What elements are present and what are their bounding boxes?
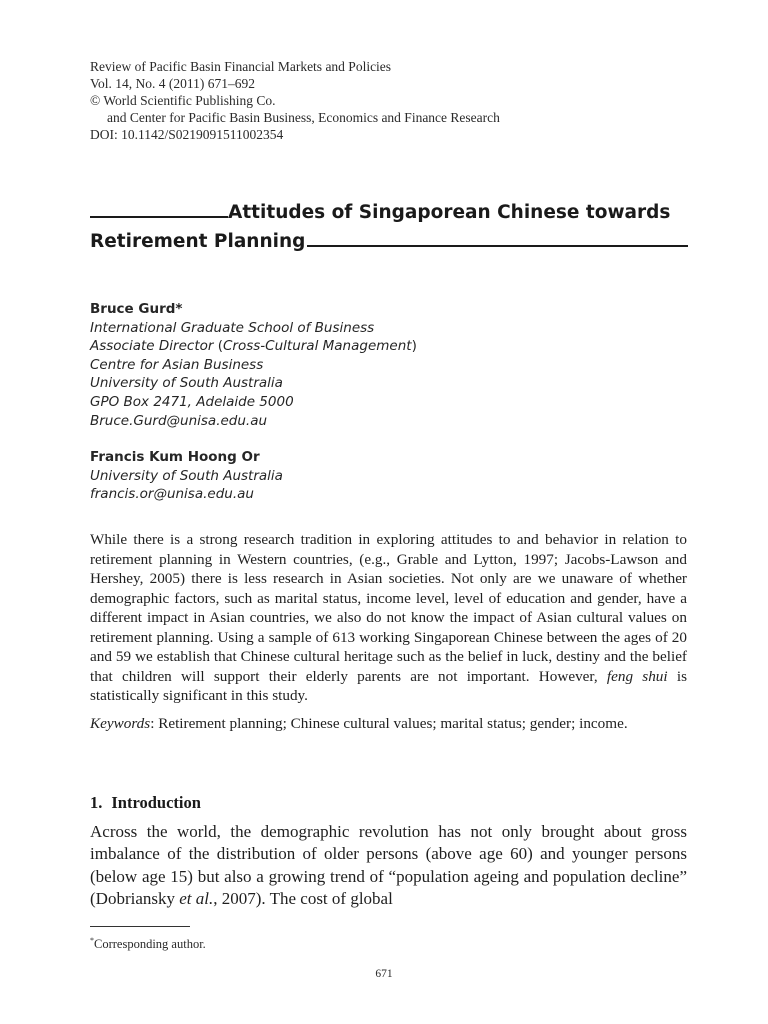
author-1-role-paren-open: ( — [217, 338, 223, 355]
title-line-2-row — [90, 229, 688, 255]
keywords — [90, 714, 687, 734]
paper-title — [90, 200, 688, 255]
journal-name: Review of Pacific Basin Financial Markets and Policies — [90, 59, 392, 74]
author-1-university: University of South Australia — [90, 375, 283, 392]
title-line-2: Retirement Planning — [90, 231, 306, 252]
footnote — [90, 933, 206, 952]
journal-publisher: © World Scientific Publishing Co. — [90, 93, 276, 108]
keywords-label: Keywords — [90, 714, 151, 732]
author-1-centre: Centre for Asian Business — [90, 356, 264, 373]
abstract-italic-term: feng shui — [606, 667, 668, 685]
journal-volume: Vol. 14, No. 4 (2011) 671–692 — [90, 76, 255, 91]
journal-doi: DOI: 10.1142/S0219091511002354 — [90, 127, 284, 142]
body-italic: et al. — [179, 889, 214, 909]
author-name-2: Francis Kum Hoong Or — [90, 449, 260, 466]
keywords-list: : Retirement planning; Chinese cultural values; marital status; gender; income. — [150, 714, 628, 732]
introduction-text — [90, 821, 687, 911]
author-name-1: Bruce Gurd* — [90, 301, 183, 317]
footnote-rule — [90, 926, 190, 927]
author-spacer — [90, 430, 710, 448]
section-heading — [90, 792, 201, 814]
section-title: Introduction — [111, 793, 201, 812]
abstract-body: While there is a strong research tradition in exploring attitudes to and behavior in relation to retirement planning in Western countries, (e.g., Grable and Lytton, 1997; Jacobs-Lawson and Hershey, 2005) there is less research in Asian societies. Not only are we unaware of whether demographic factors, such as marital status, income level, level of education and gender, have a different impact in Asian countries, we also do not know the impact of Asian cultural values on retirement planning. Using a sample of 613 working Singaporean Chinese between the ages of 20 and 59 we establish that Chinese cultural heritage such as the belief in luck, destiny and the belief that children will support their elderly parents are not important. However, — [90, 531, 687, 685]
author-block — [90, 300, 710, 504]
body-text-after: , 2007). The cost of global — [213, 889, 393, 909]
title-line-1-row — [90, 200, 688, 226]
abstract-text — [90, 530, 687, 706]
footnote-text: Corresponding author. — [94, 937, 206, 951]
body-paragraph — [90, 821, 687, 911]
author-1-role-title: Associate Director — [90, 338, 218, 355]
author-1-address: GPO Box 2471, Adelaide 5000 — [90, 393, 294, 410]
author-2-university: University of South Australia — [90, 467, 283, 484]
abstract-end: is statistically significant in this study. — [90, 667, 687, 704]
journal-header — [90, 58, 710, 143]
footnote-marker: * — [90, 936, 94, 945]
author-1-role-dept: Cross-Cultural Management — [223, 338, 412, 355]
section-number: 1. — [90, 793, 103, 812]
author-1-role-paren-close: ) — [411, 338, 417, 355]
page-number: 671 — [375, 968, 393, 980]
title-line-1: Attitudes of Singaporean Chinese towards — [228, 202, 671, 223]
body-text-before: Across the world, the demographic revolution has not only brought about gross imbalance of the distribution of older persons (above age 60) and younger persons (below age 15) but also a growing trend of “population ageing and population decline” (Dobriansky — [90, 822, 687, 909]
abstract — [90, 530, 687, 733]
title-rule-right — [307, 245, 688, 247]
author-1-email[interactable]: Bruce.Gurd@unisa.edu.au — [90, 412, 268, 429]
author-1-role — [90, 337, 710, 356]
author-1-school: International Graduate School of Business — [90, 319, 375, 336]
author-2-email[interactable]: francis.or@unisa.edu.au — [90, 486, 254, 503]
journal-copublisher: and Center for Pacific Basin Business, Economics and Finance Research — [107, 110, 500, 125]
title-rule-left — [90, 216, 228, 218]
